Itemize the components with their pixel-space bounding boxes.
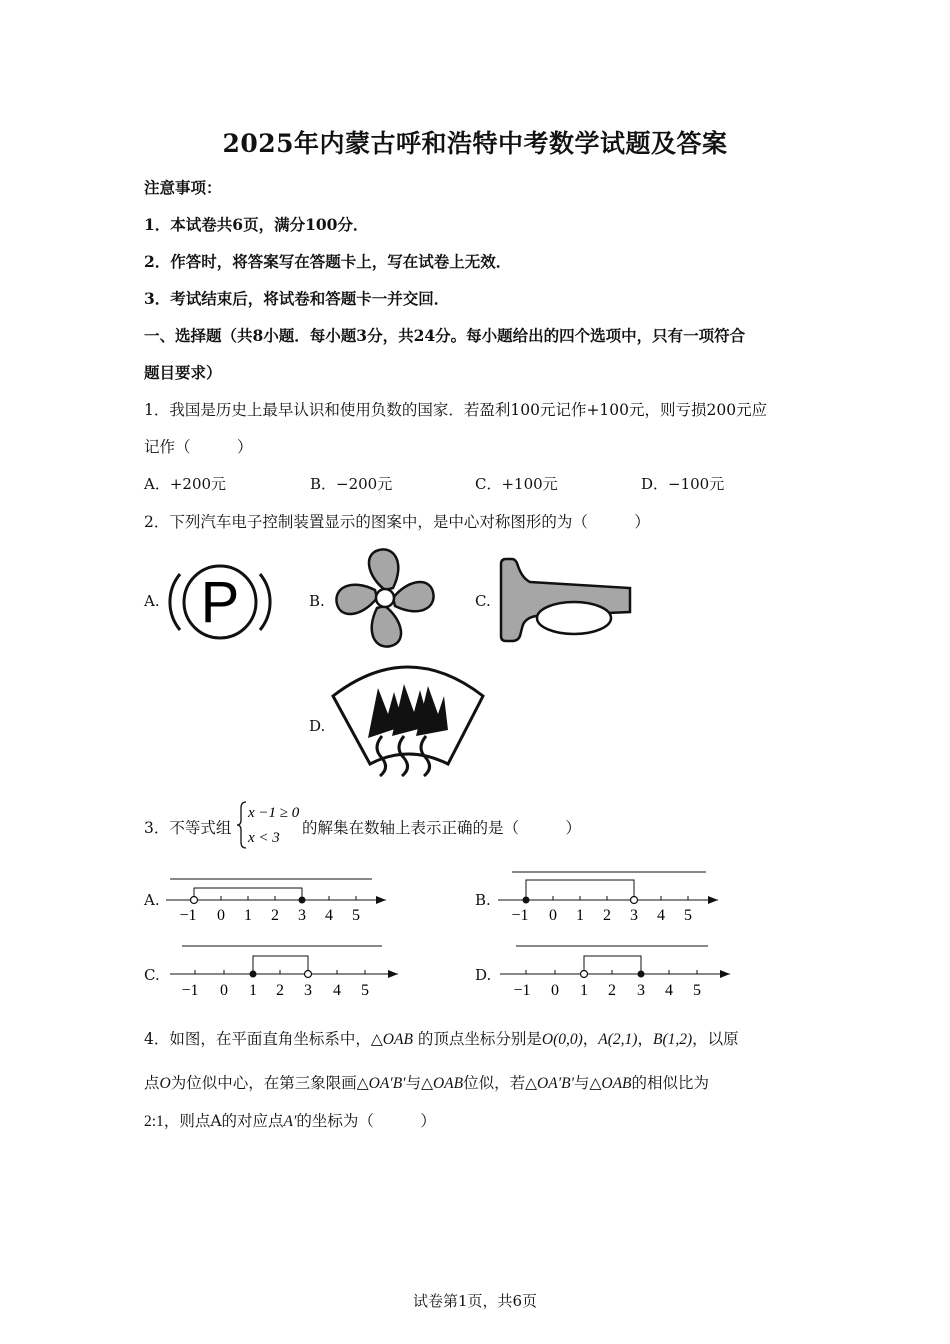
q2-label-d: D.	[309, 717, 326, 735]
q2-label-b: B.	[309, 592, 325, 610]
q2-label-a: A.	[144, 592, 160, 610]
point-o: O(0,0)	[541, 1031, 583, 1048]
q4-stem-line3: 2:1，则点A的对应点A′的坐标为（ ）	[144, 1112, 436, 1130]
parking-icon	[166, 560, 274, 644]
point-b: B(1,2)	[652, 1031, 693, 1048]
tick-label: 4	[657, 907, 665, 924]
defrost-icon	[330, 656, 486, 778]
q1-option-d: D．−100元	[641, 475, 725, 493]
inequality-2: x < 3	[248, 830, 280, 846]
tick-label: −1	[181, 982, 199, 999]
section-heading: 一、选择题（共8小题．每小题3分，共24分。每小题给出的四个选项中，只有一项符合	[144, 326, 746, 345]
q4-stem-line2: 点O为位似中心，在第三象限画△OA′B′与△OAB位似，若△OA′B′与△OAB的相似比为	[144, 1074, 710, 1092]
q3-prefix: 3．不等式组	[144, 819, 232, 837]
tick-label: 1	[249, 982, 257, 999]
tick-label: 1	[580, 982, 588, 999]
notice-item: 1．本试卷共6页，满分100分．	[144, 215, 369, 234]
q3-label-c: C.	[144, 966, 160, 984]
notice-item: 3．考试结束后，将试卷和答题卡一并交回．	[144, 289, 450, 308]
tick-label: 3	[630, 907, 638, 924]
q1-option-a: A．+200元	[144, 475, 227, 493]
tick-label: 1	[244, 907, 252, 924]
number-line-b	[494, 862, 728, 928]
notice-item: 2．作答时，将答案写在答题卡上，写在试卷上无效．	[144, 252, 512, 271]
tick-label: −1	[179, 907, 197, 924]
number-line-a	[162, 868, 396, 928]
point-a: A(2,1)	[598, 1031, 638, 1048]
tick-label: 0	[551, 982, 559, 999]
tick-label: 5	[361, 982, 369, 999]
q3-suffix: 的解集在数轴上表示正确的是（ ）	[302, 819, 582, 837]
tick-label: −1	[513, 982, 531, 999]
tick-label: −1	[511, 907, 529, 924]
tick-label: 3	[304, 982, 312, 999]
page-footer: 试卷第1页，共6页	[412, 1292, 538, 1310]
tick-label: 5	[693, 982, 701, 999]
fan-icon	[330, 548, 442, 652]
number-line-d	[496, 936, 734, 1002]
tick-label: 0	[549, 907, 557, 924]
q2-label-c: C.	[475, 592, 491, 610]
number-line-c	[166, 936, 404, 1002]
tick-label: 4	[665, 982, 673, 999]
tick-label: 2	[276, 982, 284, 999]
tick-label: 2	[603, 907, 611, 924]
tick-label: 0	[217, 907, 225, 924]
tick-label: 4	[333, 982, 341, 999]
page-title: 2025年内蒙古呼和浩特中考数学试题及答案	[222, 129, 728, 158]
tick-label: 2	[608, 982, 616, 999]
section-heading-cont: 题目要求）	[144, 363, 222, 382]
q1-option-b: B．−200元	[310, 475, 393, 493]
tick-label: 4	[325, 907, 333, 924]
tick-label: 3	[298, 907, 306, 924]
tick-label: 5	[684, 907, 692, 924]
q2-stem: 2．下列汽车电子控制装置显示的图案中，是中心对称图形的为（ ）	[144, 513, 650, 531]
q3-label-d: D.	[475, 966, 492, 984]
q1-stem-cont: 记作（ ）	[144, 438, 253, 456]
q3-label-a: A.	[144, 891, 160, 909]
tick-label: 2	[271, 907, 279, 924]
tick-label: 0	[220, 982, 228, 999]
q1-stem: 1．我国是历史上最早认识和使用负数的国家．若盈利100元记作+100元，则亏损200元应	[144, 401, 768, 419]
inequality-system	[236, 798, 306, 852]
horn-icon	[496, 556, 640, 646]
notice-heading: 注意事项：	[144, 178, 222, 197]
inequality-1: x −1 ≥ 0	[248, 805, 300, 821]
q1-option-c: C．+100元	[475, 475, 558, 493]
q4-stem-line1: 4．如图，在平面直角坐标系中，△OAB 的顶点坐标分别是O(0,0)，A(2,1)，B(1,2)，以原	[144, 1030, 739, 1048]
tick-label: 5	[352, 907, 360, 924]
tick-label: 1	[576, 907, 584, 924]
q3-label-b: B.	[475, 891, 491, 909]
parking-letter: P	[200, 570, 240, 635]
tick-label: 3	[637, 982, 645, 999]
